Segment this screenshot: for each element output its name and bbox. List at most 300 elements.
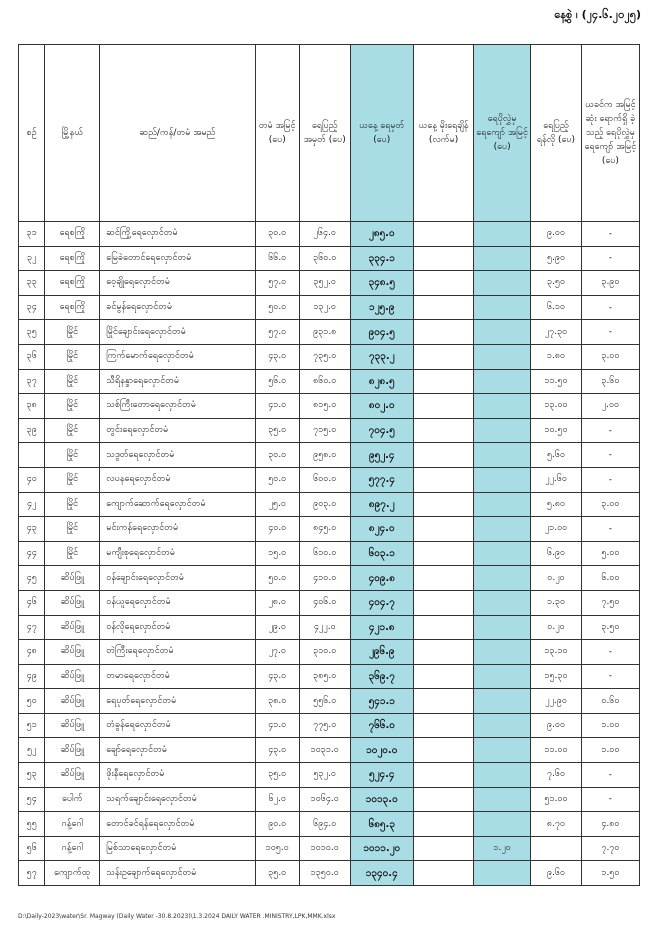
- cell-full-level: ၉၀၃.၀: [299, 492, 350, 517]
- cell-needed-to-full: ၀.၂၀: [531, 615, 582, 640]
- cell-full-level: ၉၅၈.၀: [299, 443, 350, 468]
- cell-full-level: ၄၀၆.၀: [299, 590, 350, 615]
- cell-dam-name: မြေခဲတောင်ရေလှောင်တမံ: [100, 246, 255, 271]
- cell-township: ရေစကြို: [45, 295, 100, 320]
- cell-serial: ၄၄: [19, 541, 45, 566]
- cell-township: ရေစကြို: [45, 246, 100, 271]
- cell-needed-to-full: ၈.၇၀: [531, 812, 582, 837]
- cell-full-level: ၃၆၀.၀: [299, 246, 350, 271]
- cell-serial: ၃၂: [19, 246, 45, 271]
- cell-today-rainfall: [413, 836, 473, 861]
- table-row: [19, 836, 640, 861]
- header-township: မြို့နယ်: [45, 45, 100, 222]
- cell-today-level: ၇၆၆.၀: [350, 713, 413, 738]
- cell-spillway-overflow: [474, 787, 531, 812]
- cell-dam-name: မြိုင်ချောင်းရေလှောင်တမံ: [100, 320, 255, 345]
- cell-previous-max-overflow: -: [581, 418, 639, 443]
- cell-full-level: ၆၁၀.၀: [299, 541, 350, 566]
- cell-today-rainfall: [413, 418, 473, 443]
- cell-township: ဂန့်ဂေါ: [45, 812, 100, 837]
- cell-needed-to-full: ၇.၆၀: [531, 763, 582, 788]
- cell-needed-to-full: ၆.၁၀: [531, 295, 582, 320]
- cell-today-rainfall: [413, 541, 473, 566]
- cell-today-level: ၄၂၁.၈: [350, 615, 413, 640]
- cell-previous-max-overflow: ၃.၀၀: [581, 492, 639, 517]
- cell-serial: ၄၉: [19, 664, 45, 689]
- cell-spillway-overflow: [474, 763, 531, 788]
- cell-township: ဆိပ်ဖြူ: [45, 640, 100, 665]
- cell-dam-name: မကျီးစုရေလှောင်တမံ: [100, 541, 255, 566]
- cell-spillway-overflow: [474, 295, 531, 320]
- table-body: [19, 222, 640, 886]
- cell-serial: ၃၃: [19, 271, 45, 296]
- table-row: [19, 320, 640, 345]
- cell-township: ကျောက်ထု: [45, 861, 100, 886]
- cell-serial: ၄၇: [19, 615, 45, 640]
- cell-spillway-overflow: [474, 566, 531, 591]
- cell-serial: ၅၇: [19, 861, 45, 886]
- file-path-footer: D:\Daily-2023\water\Sr. Magway (Daily Water -30.8.2023)\1.3.2024 DAILY WATER .MINISTRY,LPK,MMK.xlsx: [18, 913, 336, 920]
- cell-needed-to-full: ၅.၆၀: [531, 443, 582, 468]
- table-row: [19, 271, 640, 296]
- cell-serial: ၅၀: [19, 689, 45, 714]
- cell-dam-height: ၄၃.၀: [255, 664, 299, 689]
- cell-spillway-overflow: [474, 467, 531, 492]
- cell-today-rainfall: [413, 590, 473, 615]
- table-row: [19, 344, 640, 369]
- cell-township: ဆိပ်ဖြူ: [45, 738, 100, 763]
- cell-today-rainfall: [413, 738, 473, 763]
- cell-dam-name: သန်းဥချောက်ရေလှောင်တမံ: [100, 861, 255, 886]
- cell-dam-height: ၂၈.၀: [255, 590, 299, 615]
- cell-spillway-overflow: [474, 590, 531, 615]
- cell-dam-height: ၉၀.၀: [255, 812, 299, 837]
- cell-dam-name: တွင်းရေလှောင်တမံ: [100, 418, 255, 443]
- cell-previous-max-overflow: ၇.၇၀: [581, 836, 639, 861]
- cell-township: မြိုင်: [45, 541, 100, 566]
- cell-needed-to-full: ၃.၅၀: [531, 271, 582, 296]
- table-row: [19, 492, 640, 517]
- cell-needed-to-full: ၁၃.၁၀: [531, 640, 582, 665]
- table-row: [19, 787, 640, 812]
- cell-today-level: ၉၅၂.၄: [350, 443, 413, 468]
- cell-previous-max-overflow: ၅.၀၀: [581, 541, 639, 566]
- cell-needed-to-full: ၅၁.၀၀: [531, 787, 582, 812]
- table-row: [19, 369, 640, 394]
- cell-needed-to-full: ၀.၂၀: [531, 566, 582, 591]
- cell-dam-name: ချော်ရေလှောင်တမံ: [100, 738, 255, 763]
- cell-today-rainfall: [413, 763, 473, 788]
- cell-dam-name: သစ်ကြီးတောရေလှောင်တမံ: [100, 394, 255, 419]
- cell-today-level: ၃၆၉.၇: [350, 664, 413, 689]
- table-row: [19, 713, 640, 738]
- table-row: [19, 738, 640, 763]
- cell-dam-height: ၅၇.၀: [255, 271, 299, 296]
- header-dam-height: တမံ အမြင့် (ပေ): [255, 45, 299, 222]
- cell-spillway-overflow: [474, 443, 531, 468]
- cell-dam-height: ၄၁.၀: [255, 713, 299, 738]
- cell-today-rainfall: [413, 344, 473, 369]
- cell-dam-height: ၅၆.၀: [255, 369, 299, 394]
- cell-today-rainfall: [413, 320, 473, 345]
- cell-dam-height: ၁၀၅.၀: [255, 836, 299, 861]
- cell-serial: ၅၅: [19, 812, 45, 837]
- cell-dam-name: လပနရေလှောင်တမံ: [100, 467, 255, 492]
- cell-full-level: ၂၆၄.၀: [299, 222, 350, 247]
- report-date: နေ့စွဲ ၊ (၂၄.၆.၂၀၂၅): [554, 8, 641, 21]
- cell-dam-name: ကျောက်ဆောက်ရေလှောင်တမံ: [100, 492, 255, 517]
- cell-today-level: ၇၀၄.၅: [350, 418, 413, 443]
- cell-full-level: ၄၂၂.၀: [299, 615, 350, 640]
- cell-spillway-overflow: [474, 713, 531, 738]
- header-needed-to-full: ရေပြည့် ရန်လို (ပေ): [531, 45, 582, 222]
- cell-full-level: ၅၅၆.၀: [299, 689, 350, 714]
- table-row: [19, 222, 640, 247]
- cell-spillway-overflow: [474, 689, 531, 714]
- cell-township: ဆိပ်ဖြူ: [45, 689, 100, 714]
- cell-township: မြိုင်: [45, 467, 100, 492]
- cell-today-rainfall: [413, 222, 473, 247]
- cell-serial: ၅၆: [19, 836, 45, 861]
- cell-today-rainfall: [413, 443, 473, 468]
- table-row: [19, 517, 640, 542]
- cell-full-level: ၃၅၂.၀: [299, 271, 350, 296]
- cell-today-rainfall: [413, 787, 473, 812]
- cell-dam-height: ၅၀.၀: [255, 467, 299, 492]
- cell-township: မြိုင်: [45, 320, 100, 345]
- cell-dam-height: ၄၃.၀: [255, 344, 299, 369]
- header-today-level: ယနေ့ ရေမှတ် (ပေ): [350, 45, 413, 222]
- cell-township: ဂန့်ဂေါ: [45, 836, 100, 861]
- cell-township: ရေစကြို: [45, 271, 100, 296]
- cell-serial: ၄၂: [19, 492, 45, 517]
- cell-spillway-overflow: ၁.၂၀: [474, 836, 531, 861]
- cell-today-level: ၁၀၁၁.၂၀: [350, 836, 413, 861]
- cell-dam-name: သရက်ချောင်းရေလှောင်တမံ: [100, 787, 255, 812]
- cell-dam-name: သဒွတ်ရေလှောင်တမံ: [100, 443, 255, 468]
- cell-township: ဆိပ်ဖြူ: [45, 590, 100, 615]
- cell-needed-to-full: ၂၇.၃၀: [531, 320, 582, 345]
- cell-today-rainfall: [413, 492, 473, 517]
- cell-full-level: ၄၁၀.၀: [299, 566, 350, 591]
- table-row: [19, 763, 640, 788]
- cell-today-rainfall: [413, 369, 473, 394]
- cell-spillway-overflow: [474, 492, 531, 517]
- cell-serial: ၃၇: [19, 369, 45, 394]
- table-row: [19, 295, 640, 320]
- cell-dam-name: တမာရေလှောင်တမံ: [100, 664, 255, 689]
- cell-full-level: ၁၀၆၄.၀: [299, 787, 350, 812]
- cell-dam-height: ၃၀.၀: [255, 222, 299, 247]
- cell-today-level: ၇၃၃.၂: [350, 344, 413, 369]
- cell-dam-height: ၅၀.၀: [255, 295, 299, 320]
- header-serial: စဉ်: [19, 45, 45, 222]
- cell-today-rainfall: [413, 467, 473, 492]
- cell-township: ဆိပ်ဖြူ: [45, 763, 100, 788]
- cell-serial: ၃၅: [19, 320, 45, 345]
- cell-spillway-overflow: [474, 344, 531, 369]
- cell-serial: ၅၄: [19, 787, 45, 812]
- cell-spillway-overflow: [474, 271, 531, 296]
- cell-serial: ၄၃: [19, 517, 45, 542]
- cell-full-level: ၈၄၅.၀: [299, 517, 350, 542]
- cell-previous-max-overflow: ၃.၆၀: [581, 369, 639, 394]
- cell-today-level: ၆၀၃.၁: [350, 541, 413, 566]
- cell-serial: [19, 443, 45, 468]
- header-full-level: ရေပြည့် အမှတ် (ပေ): [299, 45, 350, 222]
- cell-dam-height: ၄၃.၀: [255, 738, 299, 763]
- cell-dam-height: ၄၀.၀: [255, 517, 299, 542]
- cell-previous-max-overflow: -: [581, 467, 639, 492]
- cell-township: မြိုင်: [45, 344, 100, 369]
- cell-township: မြိုင်: [45, 517, 100, 542]
- cell-needed-to-full: ၉.၀၀: [531, 222, 582, 247]
- cell-previous-max-overflow: ၆.၀၀: [581, 566, 639, 591]
- table-row: [19, 615, 640, 640]
- cell-dam-height: ၃၅.၀: [255, 861, 299, 886]
- cell-today-level: ၄၀၉.၈: [350, 566, 413, 591]
- cell-previous-max-overflow: -: [581, 443, 639, 468]
- cell-serial: ၅၂: [19, 738, 45, 763]
- cell-today-level: ၂၉၆.၉: [350, 640, 413, 665]
- cell-township: မြိုင်: [45, 492, 100, 517]
- cell-township: မြိုင်: [45, 418, 100, 443]
- cell-dam-name: ဝေ့ချိုရေလှောင်တမံ: [100, 271, 255, 296]
- cell-needed-to-full: ၂၁.၀၀: [531, 517, 582, 542]
- cell-spillway-overflow: [474, 812, 531, 837]
- table-row: [19, 664, 640, 689]
- table-row: [19, 418, 640, 443]
- header-today-rainfall: ယနေ့ မိုးရေချိန် (လက်မ): [413, 45, 473, 222]
- cell-spillway-overflow: [474, 369, 531, 394]
- cell-full-level: ၁၀၁၀.၀: [299, 836, 350, 861]
- cell-serial: ၄၅: [19, 566, 45, 591]
- cell-today-level: ၅၄၁.၁: [350, 689, 413, 714]
- cell-previous-max-overflow: ၁.၅၀: [581, 861, 639, 886]
- cell-previous-max-overflow: ၄.၈၀: [581, 812, 639, 837]
- cell-township: မြိုင်: [45, 369, 100, 394]
- cell-spillway-overflow: [474, 394, 531, 419]
- cell-serial: ၃၆: [19, 344, 45, 369]
- cell-previous-max-overflow: ၇.၅၀: [581, 590, 639, 615]
- table-row: [19, 394, 640, 419]
- cell-township: ရေစကြို: [45, 222, 100, 247]
- cell-dam-height: ၂၇.၀: [255, 640, 299, 665]
- header-previous-max-overflow: ယခင်က အမြင့်ဆုံး ရောက်ရှိ ခဲ့သည့် ရေပိုလွှဲမှ ရေကျော် အမြင့် (ပေ): [581, 45, 639, 222]
- cell-needed-to-full: ၅.၉၀: [531, 246, 582, 271]
- cell-full-level: ၁၃၅၀.၀: [299, 861, 350, 886]
- cell-needed-to-full: ၁၁.၅၀: [531, 369, 582, 394]
- cell-dam-height: ၂၅.၀: [255, 492, 299, 517]
- cell-today-level: ၈၂၄.၀: [350, 517, 413, 542]
- table-row: [19, 443, 640, 468]
- cell-dam-height: ၃၀.၀: [255, 443, 299, 468]
- cell-needed-to-full: ၁၅.၃၀: [531, 664, 582, 689]
- cell-dam-height: ၅၀.၀: [255, 566, 299, 591]
- table-row: [19, 566, 640, 591]
- cell-spillway-overflow: [474, 418, 531, 443]
- cell-previous-max-overflow: -: [581, 763, 639, 788]
- cell-today-rainfall: [413, 517, 473, 542]
- cell-dam-name: တံခွန်ရေလှောင်တမံ: [100, 713, 255, 738]
- cell-township: ဆိပ်ဖြူ: [45, 713, 100, 738]
- cell-today-rainfall: [413, 640, 473, 665]
- cell-full-level: ၈၆၀.၀: [299, 369, 350, 394]
- cell-spillway-overflow: [474, 320, 531, 345]
- cell-today-level: ၁၀၂၀.၀: [350, 738, 413, 763]
- cell-today-level: ၁၃၄၀.၄: [350, 861, 413, 886]
- cell-spillway-overflow: [474, 541, 531, 566]
- cell-serial: ၅၁: [19, 713, 45, 738]
- cell-needed-to-full: ၅.၈၀: [531, 492, 582, 517]
- cell-needed-to-full: ၆.၉၀: [531, 541, 582, 566]
- table-row: [19, 812, 640, 837]
- cell-township: ပေါက်: [45, 787, 100, 812]
- cell-needed-to-full: ၁၁.၀၀: [531, 738, 582, 763]
- cell-dam-name: တောင်ခင်ရန်ရေလှောင်တမံ: [100, 812, 255, 837]
- cell-today-level: ၅၂၄.၄: [350, 763, 413, 788]
- cell-serial: ၃၄: [19, 295, 45, 320]
- cell-previous-max-overflow: ၂.၀၀: [581, 394, 639, 419]
- cell-today-rainfall: [413, 689, 473, 714]
- cell-needed-to-full: ၉.၆၀: [531, 861, 582, 886]
- cell-spillway-overflow: [474, 861, 531, 886]
- cell-previous-max-overflow: ၁.၀၀: [581, 738, 639, 763]
- cell-township: ဆိပ်ဖြူ: [45, 664, 100, 689]
- cell-dam-height: ၅၇.၀: [255, 320, 299, 345]
- cell-today-rainfall: [413, 812, 473, 837]
- header-dam-name: ဆည်/ကန်/တမံ အမည်: [100, 45, 255, 222]
- cell-today-level: ၆၈၅.၃: [350, 812, 413, 837]
- cell-township: မြိုင်: [45, 394, 100, 419]
- cell-dam-height: ၆၂.၀: [255, 787, 299, 812]
- cell-spillway-overflow: [474, 222, 531, 247]
- cell-today-level: ၈၉၇.၂: [350, 492, 413, 517]
- cell-today-level: ၉၀၄.၅: [350, 320, 413, 345]
- cell-full-level: ၆၀၀.၀: [299, 467, 350, 492]
- cell-previous-max-overflow: ၀.၆၀: [581, 689, 639, 714]
- cell-serial: ၃၉: [19, 418, 45, 443]
- cell-today-rainfall: [413, 615, 473, 640]
- cell-needed-to-full: ၁.၈၀: [531, 344, 582, 369]
- cell-dam-height: ၄၁.၀: [255, 394, 299, 419]
- cell-dam-name: ကြက်မောက်ရေလှောင်တမံ: [100, 344, 255, 369]
- cell-today-rainfall: [413, 566, 473, 591]
- cell-today-level: ၄၀၄.၇: [350, 590, 413, 615]
- cell-spillway-overflow: [474, 246, 531, 271]
- cell-spillway-overflow: [474, 664, 531, 689]
- cell-township: မြိုင်: [45, 443, 100, 468]
- cell-today-level: ၅၇၇.၄: [350, 467, 413, 492]
- cell-needed-to-full: ၁.၃၀: [531, 590, 582, 615]
- cell-previous-max-overflow: -: [581, 787, 639, 812]
- cell-previous-max-overflow: ၃.၅၀: [581, 615, 639, 640]
- cell-dam-height: ၁၅.၀: [255, 541, 299, 566]
- cell-full-level: ၇၇၅.၀: [299, 713, 350, 738]
- cell-previous-max-overflow: -: [581, 640, 639, 665]
- cell-today-rainfall: [413, 271, 473, 296]
- cell-dam-name: တဲကြီးရေလှောင်တမံ: [100, 640, 255, 665]
- cell-needed-to-full: ၉.၀၀: [531, 713, 582, 738]
- cell-previous-max-overflow: -: [581, 517, 639, 542]
- cell-today-rainfall: [413, 713, 473, 738]
- table-row: [19, 689, 640, 714]
- cell-serial: ၄၀: [19, 467, 45, 492]
- cell-previous-max-overflow: -: [581, 222, 639, 247]
- cell-spillway-overflow: [474, 517, 531, 542]
- cell-today-rainfall: [413, 246, 473, 271]
- cell-full-level: ၇၃၅.၀: [299, 344, 350, 369]
- cell-needed-to-full: ၂၂.၆၀: [531, 467, 582, 492]
- cell-today-level: ၈၀၂.၀: [350, 394, 413, 419]
- table-row: [19, 640, 640, 665]
- cell-dam-name: မင်းကန်ရေလှောင်တမံ: [100, 517, 255, 542]
- header-spillway-overflow: ရေပိုလွှဲမှ ရေကျော် အမြင့် (ပေ): [474, 45, 531, 222]
- cell-full-level: ၃၈၅.၀: [299, 664, 350, 689]
- cell-full-level: ၆၉၄.၀: [299, 812, 350, 837]
- cell-dam-height: ၆၆.၀: [255, 246, 299, 271]
- cell-township: ဆိပ်ဖြူ: [45, 615, 100, 640]
- cell-previous-max-overflow: ၃.၉၀: [581, 271, 639, 296]
- cell-dam-name: မြစ်သာရေလှောင်တမံ: [100, 836, 255, 861]
- cell-full-level: ၃၁၀.၀: [299, 640, 350, 665]
- cell-dam-name: ဖိုးနီရေလှောင်တမံ: [100, 763, 255, 788]
- cell-dam-height: ၃၅.၀: [255, 763, 299, 788]
- cell-serial: ၄၈: [19, 640, 45, 665]
- cell-today-rainfall: [413, 394, 473, 419]
- reservoir-table: [18, 44, 640, 886]
- cell-full-level: ၇၁၅.၀: [299, 418, 350, 443]
- cell-today-level: ၁၀၁၃.၀: [350, 787, 413, 812]
- table-row: [19, 861, 640, 886]
- cell-serial: ၅၃: [19, 763, 45, 788]
- cell-dam-name: ဝန်ချောင်းရေလှောင်တမံ: [100, 566, 255, 591]
- table-row: [19, 590, 640, 615]
- cell-serial: ၄၆: [19, 590, 45, 615]
- cell-dam-name: သီရိနန္ဒာရေလှောင်တမံ: [100, 369, 255, 394]
- cell-today-level: ၁၂၅.၉: [350, 295, 413, 320]
- cell-previous-max-overflow: ၁.၀၀: [581, 713, 639, 738]
- cell-needed-to-full: ၂၂.၉၀: [531, 689, 582, 714]
- cell-previous-max-overflow: -: [581, 664, 639, 689]
- cell-dam-height: ၃၈.၀: [255, 689, 299, 714]
- cell-full-level: ၁၀၃၁.၀: [299, 738, 350, 763]
- cell-previous-max-overflow: ၃.၀၀: [581, 344, 639, 369]
- cell-spillway-overflow: [474, 640, 531, 665]
- cell-serial: ၃၁: [19, 222, 45, 247]
- cell-dam-name: ခင်မွန်ရေလှောင်တမံ: [100, 295, 255, 320]
- cell-dam-height: ၃၅.၀: [255, 418, 299, 443]
- cell-spillway-overflow: [474, 615, 531, 640]
- cell-previous-max-overflow: -: [581, 295, 639, 320]
- cell-spillway-overflow: [474, 738, 531, 763]
- cell-serial: ၃၈: [19, 394, 45, 419]
- cell-full-level: ၉၃၁.၈: [299, 320, 350, 345]
- cell-dam-name: ဝန်ယူရေလှောင်တမံ: [100, 590, 255, 615]
- cell-dam-height: ၂၉.၀: [255, 615, 299, 640]
- cell-full-level: ၁၃၂.၀: [299, 295, 350, 320]
- cell-dam-name: ဝန်လိုရေလှောင်တမံ: [100, 615, 255, 640]
- table-row: [19, 541, 640, 566]
- cell-today-rainfall: [413, 295, 473, 320]
- table-row: [19, 467, 640, 492]
- cell-full-level: ၈၁၅.၀: [299, 394, 350, 419]
- cell-today-level: ၃၄၈.၅: [350, 271, 413, 296]
- cell-today-level: ၃၃၄.၁: [350, 246, 413, 271]
- table-row: [19, 246, 640, 271]
- cell-needed-to-full: ၁၀.၅၀: [531, 418, 582, 443]
- cell-dam-name: ရေပုတ်ရေလှောင်တမံ: [100, 689, 255, 714]
